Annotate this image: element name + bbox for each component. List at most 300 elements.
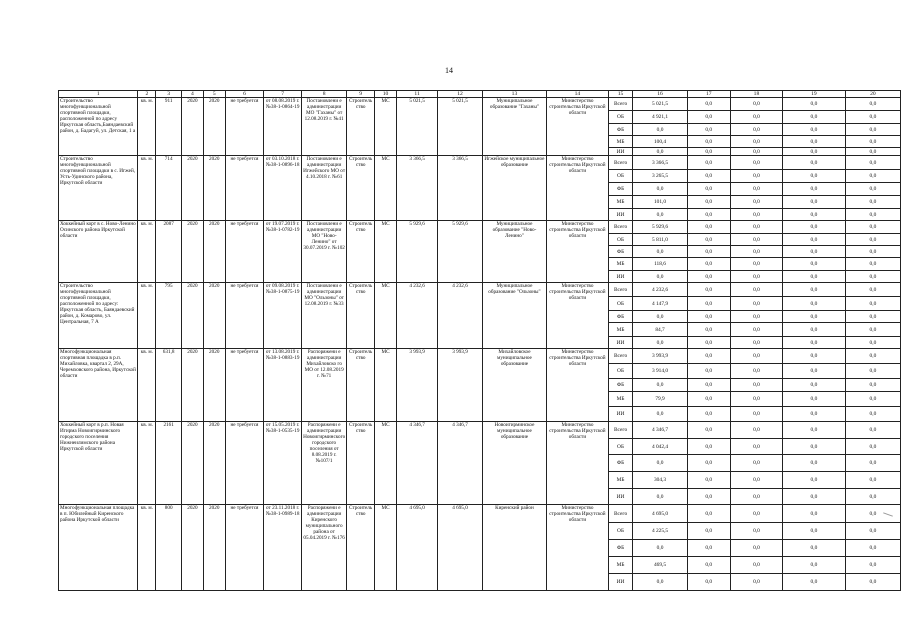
column-number: 4: [182, 91, 204, 98]
record-start-year: 2020: [182, 283, 204, 349]
fund-value-y2023: 0,0: [782, 271, 845, 283]
fund-value-y2020: 0,0: [633, 574, 687, 591]
record-decree: Постановлени е администрации МО "Ользоны" от 12.08.2019 г. №33: [302, 283, 347, 349]
fund-value-y2022: 0,0: [730, 183, 782, 196]
fund-value-y2022: 0,0: [730, 574, 782, 591]
fund-value-y2021: 0,0: [687, 170, 730, 183]
fund-value-y2020: 0,0: [633, 209, 687, 221]
column-number: 8: [302, 91, 347, 98]
column-number: 12: [438, 91, 482, 98]
fund-value-y2023: 0,0: [782, 505, 845, 523]
record-name: Строительство многофункциональной спортивной площадки, расположенной по адресу Иркутская область,Баяндаевский район, д. Бадагуй, ул. Детская, 1 а: [59, 98, 138, 156]
fund-value-y2021: 0,0: [687, 136, 730, 148]
fund-value-y2023: 0,0: [782, 557, 845, 574]
column-number: 9: [347, 91, 375, 98]
fund-value-y2023: 0,0: [782, 183, 845, 196]
fund-source: ФБ: [608, 379, 633, 392]
fund-value-y2020: 4 232,6: [633, 283, 687, 297]
fund-value-y2021: 0,0: [687, 246, 730, 258]
fund-source: ИИ: [608, 271, 633, 283]
fund-value-y2022: 0,0: [730, 311, 782, 323]
fund-value-y2022: 0,0: [730, 234, 782, 246]
fund-value-y2023: 0,0: [782, 323, 845, 337]
fund-value-y2023: 0,0: [782, 156, 845, 170]
column-number: 18: [730, 91, 782, 98]
fund-value-y2022: 0,0: [730, 209, 782, 221]
fund-value-y2024: 0,0: [845, 156, 900, 170]
fund-source: ОБ: [608, 234, 633, 246]
fund-source: Всего: [608, 156, 633, 170]
fund-source: ИИ: [608, 574, 633, 591]
record-capacity: 795: [156, 283, 182, 349]
fund-value-y2022: 0,0: [730, 505, 782, 523]
fund-value-y2021: 0,0: [687, 271, 730, 283]
fund-value-y2022: 0,0: [730, 170, 782, 183]
fund-value-y2020: 84,7: [633, 323, 687, 337]
record-cost-total: 4 232,6: [396, 283, 437, 349]
fund-value-y2024: 0,0: [845, 407, 900, 422]
fund-value-y2022: 0,0: [730, 323, 782, 337]
fund-source: ИИ: [608, 209, 633, 221]
record-unit: кв. м.: [138, 283, 156, 349]
fund-source: Всего: [608, 422, 633, 439]
fund-value-y2021: 0,0: [687, 337, 730, 349]
record-work-type: Строитель ство: [347, 422, 375, 505]
record-start-year: 2020: [182, 422, 204, 505]
fund-value-y2021: 0,0: [687, 574, 730, 591]
fund-value-y2022: 0,0: [730, 489, 782, 505]
fund-value-y2020: 0,0: [633, 311, 687, 323]
table-row: [59, 283, 901, 297]
record-work-type: Строитель ство: [347, 349, 375, 422]
fund-value-y2022: 0,0: [730, 283, 782, 297]
record-name: Строительство многофункциональной спортивной площадки в с. Игжей, Усть-Удинского района, Иркутской области: [59, 156, 138, 221]
fund-value-y2020: 3 265,5: [633, 170, 687, 183]
fund-value-y2024: 0,0: [845, 98, 900, 111]
record-unit: кв. м.: [138, 156, 156, 221]
record-cost-total: 3 993,9: [396, 349, 437, 422]
fund-value-y2020: 4 042,4: [633, 439, 687, 455]
page-number: 14: [445, 66, 453, 75]
register-table: [58, 90, 901, 591]
record-owner: Муниципальное образование "Гаханы": [482, 98, 547, 156]
fund-source: МБ: [608, 136, 633, 148]
fund-source: ОБ: [608, 170, 633, 183]
fund-value-y2020: 0,0: [633, 183, 687, 196]
record-permit: от 13.08.2019 г. №38-1-0883-19: [264, 349, 302, 422]
fund-value-y2021: 0,0: [687, 439, 730, 455]
table-row: [59, 505, 901, 523]
fund-source: МБ: [608, 472, 633, 489]
fund-source: ФБ: [608, 183, 633, 196]
fund-value-y2024: 0,0: [845, 111, 900, 124]
column-number: 11: [396, 91, 437, 98]
fund-source: МБ: [608, 258, 633, 271]
fund-value-y2023: 0,0: [782, 407, 845, 422]
fund-value-y2022: 0,0: [730, 379, 782, 392]
fund-value-y2023: 0,0: [782, 364, 845, 379]
record-work-type: Строитель ство: [347, 505, 375, 591]
record-decree: Постановлени е администрации Игжейского МО от 4.10.2018 г. №61: [302, 156, 347, 221]
column-number-row: [59, 91, 901, 98]
fund-value-y2021: 0,0: [687, 183, 730, 196]
column-number: 3: [156, 91, 182, 98]
record-name: Строительство многофункциональной спортивной площадки, расположенной по адресу: Иркутская область, Баяндаевский район, д. Комарово, ул. Центральная, 7 А: [59, 283, 138, 349]
fund-source: МБ: [608, 392, 633, 407]
column-number: 7: [264, 91, 302, 98]
fund-value-y2022: 0,0: [730, 364, 782, 379]
record-unit: кв. м.: [138, 349, 156, 422]
record-decree: Постановлени е администрации МО "Ново-Ленино" от 30.07.2019 г. №102: [302, 221, 347, 283]
fund-value-y2020: 4 346,7: [633, 422, 687, 439]
record-name: Многофункциональная спортивная площадка в р.п. Михайловка, квартал 2, 29А, Черемховского района, Иркутской области: [59, 349, 138, 422]
fund-value-y2021: 0,0: [687, 523, 730, 540]
fund-source: ОБ: [608, 364, 633, 379]
fund-value-y2023: 0,0: [782, 337, 845, 349]
fund-source: ИИ: [608, 337, 633, 349]
fund-value-y2024: 0,0: [845, 271, 900, 283]
fund-value-y2020: 79,9: [633, 392, 687, 407]
fund-value-y2024: 0,0: [845, 574, 900, 591]
record-end-year: 2020: [203, 156, 225, 221]
fund-source: ФБ: [608, 455, 633, 472]
fund-source: ИИ: [608, 489, 633, 505]
fund-value-y2024: 0,0: [845, 311, 900, 323]
fund-value-y2021: 0,0: [687, 379, 730, 392]
record-ministry: Министерство строительства Иркутской области: [547, 505, 608, 591]
fund-source: ИИ: [608, 148, 633, 156]
record-permit: от 08.08.2019 г. №38-1-0864-19: [264, 98, 302, 156]
table-row: [59, 422, 901, 439]
fund-value-y2020: 3 993,9: [633, 349, 687, 364]
fund-value-y2022: 0,0: [730, 422, 782, 439]
record-decree: Распоряжени е администрации Михайловско го МО от 12.08.2019 г. №71: [302, 349, 347, 422]
fund-value-y2021: 0,0: [687, 98, 730, 111]
fund-value-y2023: 0,0: [782, 136, 845, 148]
record-capacity: 714: [156, 156, 182, 221]
record-cost-total: 5 929,6: [396, 221, 437, 283]
fund-value-y2024: 0,0: [845, 136, 900, 148]
fund-source: ФБ: [608, 311, 633, 323]
fund-value-y2022: 0,0: [730, 136, 782, 148]
fund-value-y2021: 0,0: [687, 505, 730, 523]
record-work-type: Строитель ство: [347, 98, 375, 156]
record-form: МС: [375, 98, 397, 156]
fund-value-y2024: 0,0: [845, 557, 900, 574]
column-number: 16: [633, 91, 687, 98]
fund-value-y2023: 0,0: [782, 246, 845, 258]
fund-value-y2023: 0,0: [782, 234, 845, 246]
fund-value-y2024: 0,0: [845, 209, 900, 221]
fund-value-y2020: 0,0: [633, 337, 687, 349]
record-form: МС: [375, 283, 397, 349]
record-capacity: 2161: [156, 422, 182, 505]
fund-value-y2023: 0,0: [782, 98, 845, 111]
fund-value-y2022: 0,0: [730, 407, 782, 422]
record-end-year: 2020: [203, 505, 225, 591]
fund-value-y2021: 0,0: [687, 349, 730, 364]
fund-value-y2022: 0,0: [730, 196, 782, 209]
fund-source: Всего: [608, 98, 633, 111]
fund-value-y2020: 118,6: [633, 258, 687, 271]
fund-value-y2020: 101,0: [633, 196, 687, 209]
fund-source: ОБ: [608, 111, 633, 124]
record-cost-remaining: 3 993,9: [438, 349, 482, 422]
record-form: МС: [375, 156, 397, 221]
fund-value-y2020: 5 021,5: [633, 98, 687, 111]
fund-value-y2021: 0,0: [687, 392, 730, 407]
record-cost-total: 5 021,5: [396, 98, 437, 156]
record-start-year: 2020: [182, 98, 204, 156]
fund-source: Всего: [608, 221, 633, 234]
fund-value-y2020: 4 695,0: [633, 505, 687, 523]
record-end-year: 2020: [203, 422, 225, 505]
fund-value-y2024: 0,0: [845, 364, 900, 379]
fund-source: МБ: [608, 323, 633, 337]
fund-value-y2021: 0,0: [687, 472, 730, 489]
record-cost-remaining: 4 232,6: [438, 283, 482, 349]
fund-value-y2023: 0,0: [782, 523, 845, 540]
record-unit: кв. м.: [138, 505, 156, 591]
record-name: Хоккейный корт в с. Ново-Ленино Осинского района Иркутской области: [59, 221, 138, 283]
fund-value-y2020: 3 914,0: [633, 364, 687, 379]
fund-value-y2022: 0,0: [730, 392, 782, 407]
fund-value-y2024: 0,0: [845, 183, 900, 196]
fund-value-y2024: 0,0: [845, 489, 900, 505]
fund-value-y2023: 0,0: [782, 311, 845, 323]
fund-value-y2020: 3 366,5: [633, 156, 687, 170]
fund-value-y2023: 0,0: [782, 574, 845, 591]
fund-value-y2021: 0,0: [687, 407, 730, 422]
record-form: МС: [375, 422, 397, 505]
fund-value-y2023: 0,0: [782, 221, 845, 234]
fund-value-y2023: 0,0: [782, 455, 845, 472]
fund-source: ФБ: [608, 124, 633, 136]
fund-value-y2020: 0,0: [633, 271, 687, 283]
fund-value-y2020: 5 929,6: [633, 221, 687, 234]
fund-source: Всего: [608, 505, 633, 523]
fund-value-y2022: 0,0: [730, 156, 782, 170]
column-number: 13: [482, 91, 547, 98]
record-decree: Постановлени е администрации МО "Гаханы" от 12.08.2019 г. №41: [302, 98, 347, 156]
fund-value-y2022: 0,0: [730, 98, 782, 111]
fund-value-y2021: 0,0: [687, 209, 730, 221]
fund-value-y2022: 0,0: [730, 124, 782, 136]
fund-value-y2020: 0,0: [633, 455, 687, 472]
record-expertise: не требуется: [225, 422, 264, 505]
record-start-year: 2020: [182, 156, 204, 221]
column-number: 17: [687, 91, 730, 98]
fund-value-y2022: 0,0: [730, 557, 782, 574]
record-end-year: 2020: [203, 283, 225, 349]
record-permit: от 03.10.2018 г. №38-1-0896-18: [264, 156, 302, 221]
fund-value-y2023: 0,0: [782, 209, 845, 221]
fund-value-y2024: 0,0: [845, 540, 900, 557]
record-end-year: 2020: [203, 98, 225, 156]
record-ministry: Министерство строительства Иркутской области: [547, 422, 608, 505]
fund-value-y2021: 0,0: [687, 111, 730, 124]
fund-value-y2022: 0,0: [730, 349, 782, 364]
fund-value-y2021: 0,0: [687, 124, 730, 136]
fund-value-y2023: 0,0: [782, 297, 845, 311]
record-permit: от 09.08.2019 г. №38-1-0875-19: [264, 283, 302, 349]
record-owner: Новоигирминское муниципальное образование: [482, 422, 547, 505]
column-number: 5: [203, 91, 225, 98]
record-unit: кв. м.: [138, 98, 156, 156]
record-ministry: Министерство строительства Иркутской области: [547, 283, 608, 349]
column-number: 2: [138, 91, 156, 98]
fund-value-y2021: 0,0: [687, 283, 730, 297]
fund-value-y2021: 0,0: [687, 422, 730, 439]
record-ministry: Министерство строительства Иркутской области: [547, 156, 608, 221]
fund-value-y2021: 0,0: [687, 455, 730, 472]
record-unit: кв. м.: [138, 422, 156, 505]
fund-source: МБ: [608, 557, 633, 574]
fund-value-y2022: 0,0: [730, 221, 782, 234]
record-owner: Муниципальное образование "Ользоны": [482, 283, 547, 349]
column-number: 6: [225, 91, 264, 98]
record-start-year: 2020: [182, 221, 204, 283]
fund-value-y2022: 0,0: [730, 337, 782, 349]
fund-value-y2021: 0,0: [687, 540, 730, 557]
record-expertise: не требуется: [225, 349, 264, 422]
fund-value-y2024: 0,0: [845, 379, 900, 392]
fund-value-y2021: 0,0: [687, 364, 730, 379]
fund-value-y2022: 0,0: [730, 297, 782, 311]
record-ministry: Министерство строительства Иркутской области: [547, 221, 608, 283]
column-number: 14: [547, 91, 608, 98]
fund-value-y2024: 0,0: [845, 170, 900, 183]
fund-value-y2023: 0,0: [782, 540, 845, 557]
fund-value-y2023: 0,0: [782, 439, 845, 455]
record-form: МС: [375, 505, 397, 591]
fund-value-y2022: 0,0: [730, 472, 782, 489]
fund-source: МБ: [608, 196, 633, 209]
fund-value-y2024: 0,0: [845, 472, 900, 489]
fund-value-y2020: 0,0: [633, 489, 687, 505]
fund-source: Всего: [608, 283, 633, 297]
fund-value-y2023: 0,0: [782, 472, 845, 489]
fund-value-y2024: 0,0: [845, 349, 900, 364]
record-expertise: не требуется: [225, 505, 264, 591]
table-row: [59, 156, 901, 170]
record-end-year: 2020: [203, 349, 225, 422]
record-end-year: 2020: [203, 221, 225, 283]
fund-value-y2023: 0,0: [782, 148, 845, 156]
record-name: Хоккейный корт в р.п. Новая Игирма Новоигирминского городского поселения Нижнеилимского района Иркутской области: [59, 422, 138, 505]
record-unit: кв. м.: [138, 221, 156, 283]
record-cost-remaining: 5 021,5: [438, 98, 482, 156]
fund-value-y2021: 0,0: [687, 297, 730, 311]
column-number: 20: [845, 91, 900, 98]
fund-value-y2024: 0,0: [845, 258, 900, 271]
fund-value-y2021: 0,0: [687, 148, 730, 156]
record-decree: Распоряжени е администрации Киренского муниципального района от 05.04.2019 г. №176: [302, 505, 347, 591]
record-cost-remaining: 3 366,5: [438, 156, 482, 221]
fund-value-y2023: 0,0: [782, 379, 845, 392]
fund-value-y2020: 0,0: [633, 407, 687, 422]
table-row: [59, 349, 901, 364]
fund-source: ОБ: [608, 297, 633, 311]
fund-source: Всего: [608, 349, 633, 364]
fund-value-y2024: 0,0: [845, 422, 900, 439]
record-name: Многофункциональная площадка в п. Юбилейный Киренского района Иркутской области: [59, 505, 138, 591]
fund-value-y2023: 0,0: [782, 349, 845, 364]
record-owner: Михайловское муниципальное образование: [482, 349, 547, 422]
fund-value-y2020: 469,5: [633, 557, 687, 574]
record-start-year: 2020: [182, 349, 204, 422]
fund-value-y2021: 0,0: [687, 221, 730, 234]
fund-value-y2021: 0,0: [687, 234, 730, 246]
fund-value-y2021: 0,0: [687, 156, 730, 170]
record-cost-total: 4 346,7: [396, 422, 437, 505]
column-number: 15: [608, 91, 633, 98]
record-form: МС: [375, 349, 397, 422]
fund-value-y2024: 0,0: [845, 124, 900, 136]
record-expertise: не требуется: [225, 283, 264, 349]
fund-value-y2022: 0,0: [730, 258, 782, 271]
record-expertise: не требуется: [225, 221, 264, 283]
fund-value-y2022: 0,0: [730, 111, 782, 124]
fund-value-y2023: 0,0: [782, 196, 845, 209]
record-cost-remaining: 4 695,0: [438, 505, 482, 591]
record-expertise: не требуется: [225, 156, 264, 221]
fund-value-y2020: 4 225,5: [633, 523, 687, 540]
fund-value-y2022: 0,0: [730, 246, 782, 258]
fund-value-y2020: 0,0: [633, 540, 687, 557]
fund-value-y2021: 0,0: [687, 489, 730, 505]
fund-value-y2023: 0,0: [782, 124, 845, 136]
column-number: 1: [59, 91, 138, 98]
record-capacity: 2087: [156, 221, 182, 283]
record-capacity: 800: [156, 505, 182, 591]
record-cost-total: 3 366,5: [396, 156, 437, 221]
table-row: [59, 221, 901, 234]
fund-value-y2024: 0,0: [845, 297, 900, 311]
fund-value-y2022: 0,0: [730, 540, 782, 557]
fund-value-y2023: 0,0: [782, 283, 845, 297]
fund-value-y2020: 304,3: [633, 472, 687, 489]
fund-source: ОБ: [608, 523, 633, 540]
fund-value-y2023: 0,0: [782, 489, 845, 505]
fund-source: ФБ: [608, 246, 633, 258]
fund-value-y2022: 0,0: [730, 439, 782, 455]
record-owner: Муниципальное образование "Ново-Ленино": [482, 221, 547, 283]
fund-value-y2021: 0,0: [687, 311, 730, 323]
record-permit: от 23.11.2018 г. №38-1-0989-18: [264, 505, 302, 591]
column-number: 10: [375, 91, 397, 98]
record-capacity: 631,8: [156, 349, 182, 422]
fund-value-y2024: 0,0: [845, 196, 900, 209]
fund-value-y2020: 0,0: [633, 124, 687, 136]
fund-value-y2022: 0,0: [730, 148, 782, 156]
fund-value-y2020: 0,0: [633, 246, 687, 258]
fund-value-y2024: 0,0: [845, 392, 900, 407]
fund-source: ИИ: [608, 407, 633, 422]
fund-value-y2024: 0,0: [845, 323, 900, 337]
record-work-type: Строитель ство: [347, 283, 375, 349]
fund-value-y2023: 0,0: [782, 258, 845, 271]
record-form: МС: [375, 221, 397, 283]
fund-value-y2024: 0,0: [845, 234, 900, 246]
fund-value-y2020: 4 147,9: [633, 297, 687, 311]
record-cost-remaining: 4 346,7: [438, 422, 482, 505]
fund-value-y2024: 0,0: [845, 523, 900, 540]
fund-value-y2024: 0,0: [845, 455, 900, 472]
record-permit: от 15.05.2019 г. №38-1-0535-19: [264, 422, 302, 505]
record-owner: Киренский район: [482, 505, 547, 591]
fund-value-y2024: 0,0: [845, 283, 900, 297]
